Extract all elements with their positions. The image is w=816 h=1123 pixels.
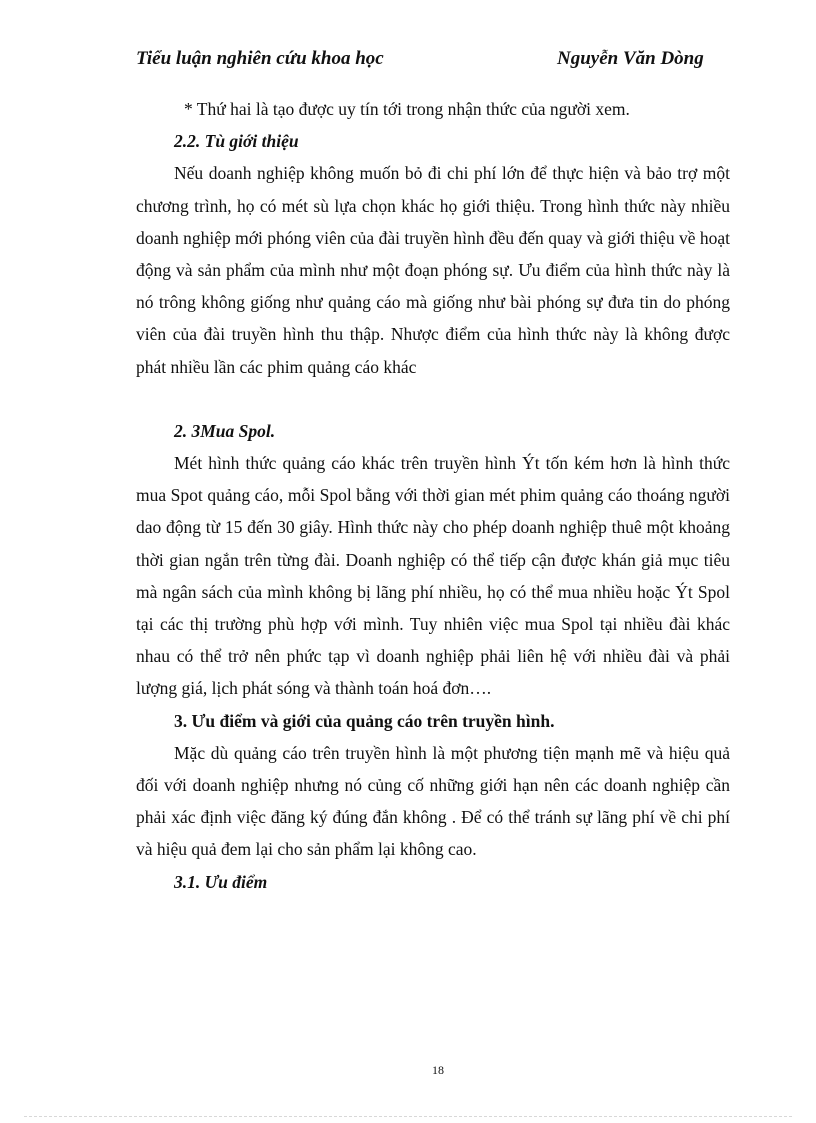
header-document-title: Tiểu luận nghiên cứu khoa học: [136, 48, 384, 69]
header-author-name: Nguyễn Văn Dòng: [557, 48, 704, 69]
section-3-1-heading: 3.1. Ưu điểm: [174, 871, 268, 892]
page-number: 18: [432, 1063, 444, 1077]
section-2-2-paragraph: Nếu doanh nghiệp không muốn bỏ đi chi phí lớn để thực hiện và bảo trợ một chương trình, họ có mét sù lựa chọn khác họ giới thiệu. Trong hình thức này nhiều doanh nghiệp mới phóng viên của đài truyền hình đều đến quay và giới thiệu về hoạt động và sản phẩm của mình như một đoạn phóng sự. Ưu điểm của hình thức này là nó trông không giống như quảng cáo mà giống như bài phóng sự đưa tin do phóng viên của đài truyền hình thu thập. Nhược điểm của hình thức này là không được phát nhiều lần các phim quảng cáo khác: [136, 163, 730, 377]
section-2-3-paragraph: Mét hình thức quảng cáo khác trên truyền hình Ýt tốn kém hơn là hình thức mua Spot quảng cáo, mỗi Spol bằng với thời gian mét phim quảng cáo thoáng người dao động từ 15 đến 30 giây. Hình thức này cho phép doanh nghiệp thuê một khoảng thời gian ngắn trên từng đài. Doanh nghiệp có thể tiếp cận được khán giả mục tiêu mà ngân sách của mình không bị lãng phí nhiều, họ có thể mua nhiều hoặc Ýt Spol tại các thị trường phù hợp với mình. Tuy nhiên việc mua Spol tại nhiều đài khác nhau có thể trở nên phức tạp vì doanh nghiệp phải liên hệ với nhiều đài và phải lượng giá, lịch phát sóng và thành toán hoá đơn….: [136, 453, 730, 699]
paragraph-spacer: [136, 383, 730, 415]
section-2-2-heading: 2.2. Tù giới thiệu: [174, 131, 299, 152]
document-body: [136, 93, 730, 898]
page-header: [0, 46, 816, 76]
section-2-3-heading: 2. 3Mua Spol.: [174, 420, 276, 441]
bullet-note: * Thứ hai là tạo được uy tín tới trong nhận thức của người xem.: [184, 99, 630, 119]
section-3-heading: 3. Ưu điểm và giới của quảng cáo trên truyền hình.: [174, 710, 555, 731]
section-3-paragraph: Mặc dù quảng cáo trên truyền hình là một phương tiện mạnh mẽ và hiệu quả đối với doanh nghiệp nhưng nó củng cố những giới hạn nên các doanh nghiệp cần phải xác định việc đăng ký đúng đắn không . Để có thể tránh sự lãng phí về chi phí và hiệu quả đem lại cho sản phẩm lại không cao.: [136, 742, 730, 860]
page-footer-divider: [24, 1116, 792, 1117]
